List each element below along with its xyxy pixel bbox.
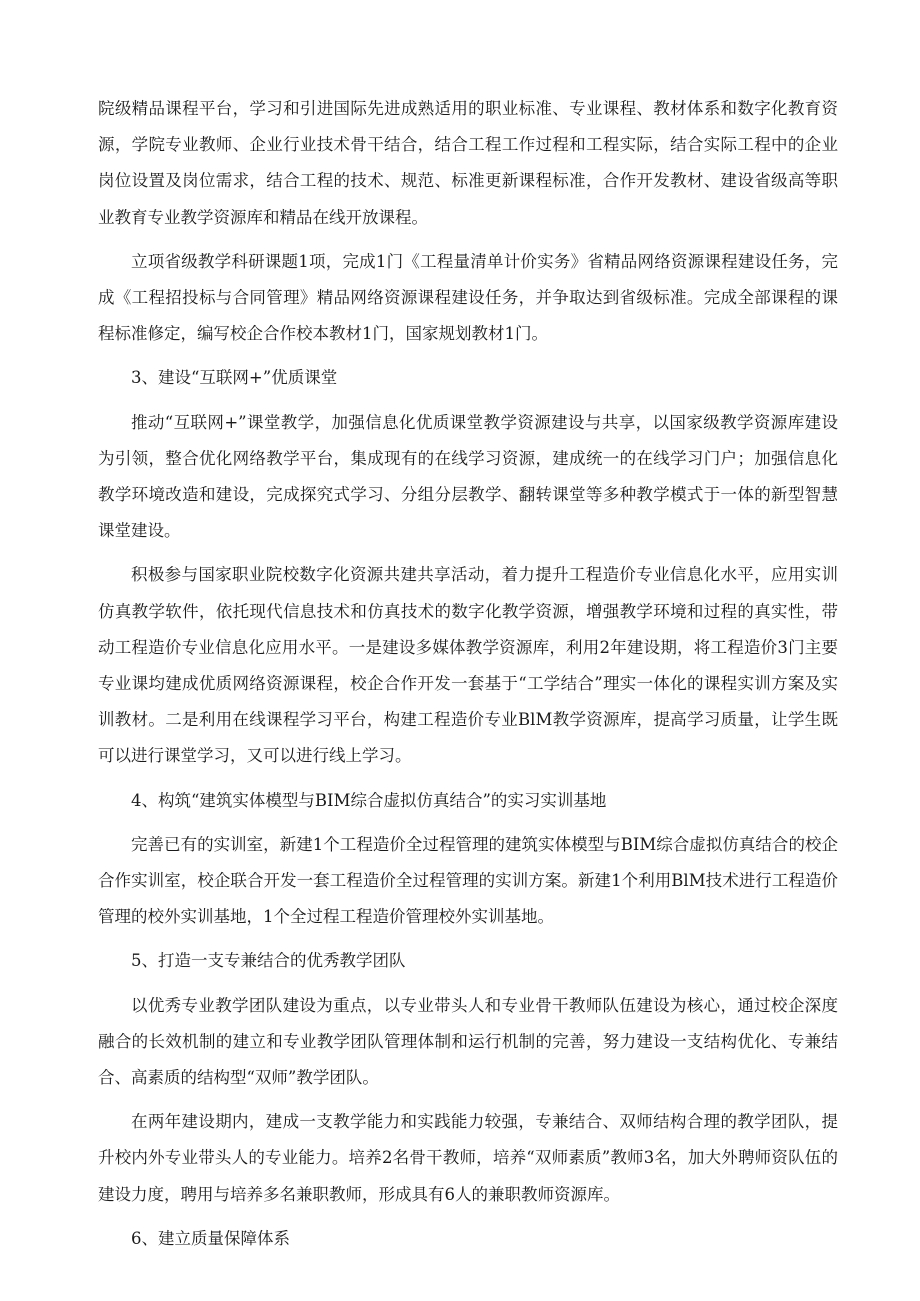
paragraph-gap — [98, 935, 838, 943]
paragraph: 在两年建设期内，建成一支教学能力和实践能力较强，专兼结合、双师结构合理的教学团队，提升校内外专业带头人的专业能力。培养2名骨干教师，培养“双师素质”教师3名，加大外聘师资队伍的建设力度，聘用与培养多名兼职教师，形成具有6人的兼职教师资源库。 — [98, 1112, 838, 1204]
paragraph: 院级精品课程平台，学习和引进国际先进成熟适用的职业标准、专业课程、教材体系和数字化教育资源，学院专业教师、企业行业技术骨干结合，结合工程工作过程和工程实际，结合实际工程中的企业岗位设置及岗位需求，结合工程的技术、规范、标准更新课程标准，合作开发教材、建设省级高等职业教育专业教学资源库和精品在线开放课程。 — [98, 99, 838, 227]
paragraph: 以优秀专业教学团队建设为重点，以专业带头人和专业骨干教师队伍建设为核心，通过校企深度融合的长效机制的建立和专业教学团队管理体制和运行机制的完善，努力建设一支结构优化、专兼结合、高素质的结构型“双师”教学团队。 — [98, 995, 838, 1088]
paragraph-gap — [98, 1213, 838, 1221]
paragraph-gap — [98, 236, 838, 244]
paragraph: 立项省级教学科研课题1项，完成1门《工程量清单计价实务》省精品网络资源课程建设任务，完成《工程招投标与合同管理》精品网络资源课程建设任务，并争取达到省级标准。完成全部课程的课程标准修定，编写校企合作校本教材1门，国家规划教材1门。 — [98, 251, 838, 344]
paragraph-gap — [98, 549, 838, 557]
section-heading: 4、构筑“建筑实体模型与BIM综合虚拟仿真结合”的实习实训基地 — [131, 790, 607, 810]
section-heading: 3、建设“互联网+”优质课堂 — [131, 368, 338, 388]
document-page — [98, 91, 838, 1257]
paragraph-gap — [98, 819, 838, 827]
paragraph: 推动“互联网+”课堂教学，加强信息化优质课堂教学资源建设与共享，以国家级教学资源库建设为引领，整合优化网络教学平台，集成现有的在线学习资源，建成统一的在线学习门户；加强信息化教学环境改造和建设，完成探究式学习、分组分层教学、翻转课堂等多种教学模式于一体的新型智慧课堂建设。 — [98, 412, 838, 541]
paragraph-gap — [98, 1096, 838, 1104]
paragraph-gap — [98, 352, 838, 360]
section-heading: 6、建立质量保障体系 — [131, 1228, 290, 1248]
paragraph: 完善已有的实训室，新建1个工程造价全过程管理的建筑实体模型与BIM综合虚拟仿真结合的校企合作实训室，校企联合开发一套工程造价全过程管理的实训方案。新建1个利用BlM技术进行工程造价管理的校外实训基地，1个全过程工程造价管理校外实训基地。 — [98, 834, 838, 927]
paragraph-gap — [98, 980, 838, 988]
paragraph: 积极参与国家职业院校数字化资源共建共享活动，着力提升工程造价专业信息化水平，应用实训仿真教学软件，依托现代信息技术和仿真技术的数字化教学资源，增强教学环境和过程的真实性，带动工程造价专业信息化应用水平。一是建设多媒体教学资源库，利用2年建设期，将工程造价3门主要专业课均建成优质网络资源课程，校企合作开发一套基于“工学结合”理实一体化的课程实训方案及实训教材。二是利用在线课程学习平台，构建工程造价专业BlM教学资源库，提高学习质量，让学生既可以进行课堂学习，又可以进行线上学习。 — [98, 565, 838, 766]
paragraph-gap — [98, 397, 838, 405]
section-heading: 5、打造一支专兼结合的优秀教学团队 — [131, 951, 406, 971]
paragraph-gap — [98, 775, 838, 783]
